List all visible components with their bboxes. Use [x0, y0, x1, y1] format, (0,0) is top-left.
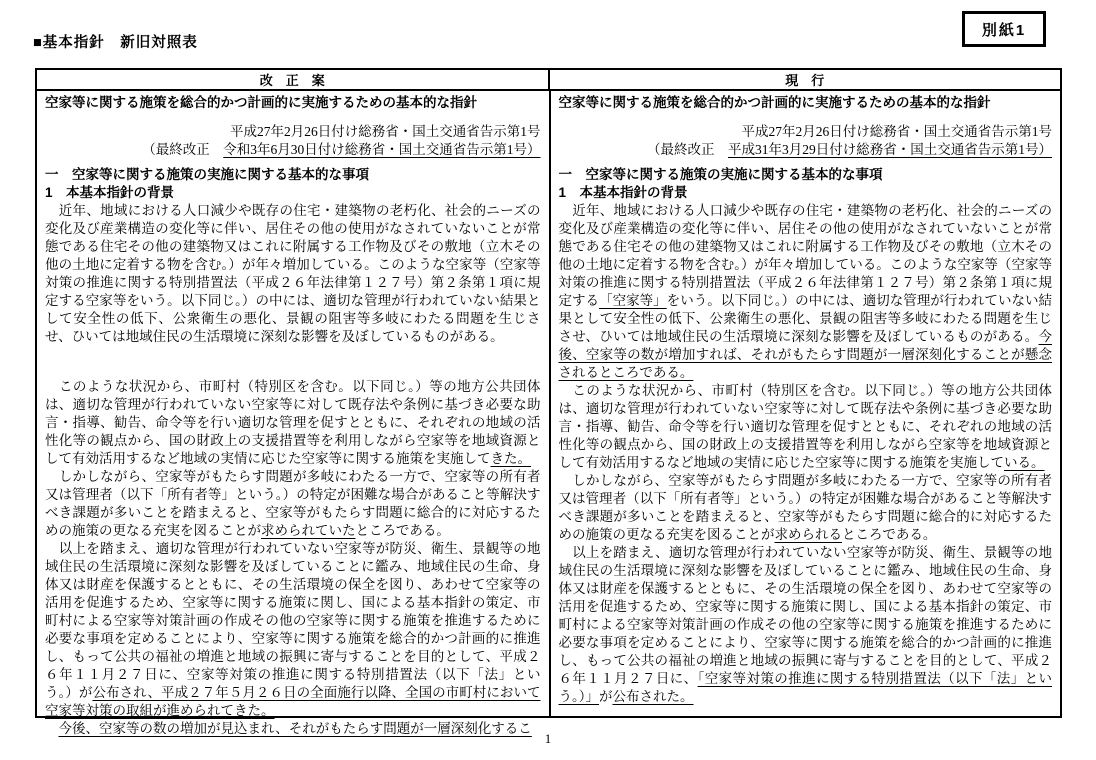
para-line	[45, 378, 541, 468]
blank-space	[45, 112, 541, 123]
blank-space	[559, 112, 1053, 123]
text-segment: 近年、地域における人口減少や既存の住宅・建築物の老朽化、社会的ニーズの変化及び産業構造の変化等に伴い、居住その他の使用がなされていないことが常態である住宅その他の建築物又はこれに附属する工作物及びその敷地（立木その他の土地に定着する物を含む。）が年々増加している。このような空家等（空家等対策の推進に関する特別措置法（平成２６年法律第１２７号）第２条第１項に規定する	[558, 203, 1052, 308]
para-line	[559, 472, 1053, 544]
revision-underlined-text: 平成31年3月29日付け総務省・国土交通省告示第1号）	[728, 142, 1052, 157]
blank-space	[559, 159, 1053, 166]
revision-underlined-text: 令和3年6月30日付け総務省・国土交通省告示第1号）	[223, 142, 541, 157]
para-line	[45, 540, 541, 720]
column-header-current: 現 行	[548, 70, 1061, 89]
text-segment: 一 空家等に関する施策の実施に関する基本的な事項	[45, 167, 369, 182]
text-segment: ところである。	[355, 523, 450, 538]
text-segment: ところである。	[842, 527, 937, 542]
text-segment: が	[599, 689, 613, 704]
revised-draft-column	[37, 91, 549, 736]
current-version-column	[549, 91, 1061, 716]
title-line	[45, 94, 541, 112]
text-segment: 空家等に関する施策を総合的かつ計画的に実施するための基本的な指針	[558, 95, 991, 110]
document-title: ■基本指針 新旧対照表	[33, 35, 198, 51]
para-line	[45, 202, 541, 346]
blank-space	[45, 159, 541, 166]
blank-space	[45, 346, 541, 378]
text-segment: 1 本基本指針の背景	[45, 185, 175, 200]
comparison-table	[35, 68, 1062, 736]
text-segment: 近年、地域における人口減少や既存の住宅・建築物の老朽化、社会的ニーズの変化及び産業構造の変化等に伴い、居住その他の使用がなされていないことが常態である住宅その他の建築物又はこれに附属する工作物及びその敷地（立木その他の土地に定着する物を含む。）が年々増加している。このような空家等（空家等対策の推進に関する特別措置法（平成２６年法律第１２７号）第２条第１項に規定する空家等をいう。以下同じ。）の中には、適切な管理が行われていない結果として安全性の低下、公衆衛生の悪化、景観の阻害等多岐にわたる問題を生じさせ、ひいては地域住民の生活環境に深刻な影響を及ぼしているものがある。	[45, 203, 541, 344]
revision-underlined-text: 今後、空家等の数が増加すれば、それがもたらす問題が一層深刻化することが懸念されるところである。	[558, 329, 1052, 380]
text-segment: （最終改正	[647, 142, 728, 157]
page-number: 1	[544, 731, 552, 746]
title-line	[559, 94, 1053, 112]
text-segment: しかしながら、空家等がもたらす問題が多岐にわたる一方で、空家等の所有者又は管理者（以下「所有者等」という。）の特定が困難な場合があること等解決すべき課題が多いことを踏まえると、空家等がもたらす問題に総合的に対応するための施策の更なる充実を図ることが	[558, 473, 1052, 542]
table-body	[37, 91, 1060, 736]
date-line	[559, 123, 1053, 141]
column-header-revised-draft: 改 正 案	[259, 73, 325, 88]
text-segment: をいう。以下同じ。）の中には、適切な管理が行われていない結果として安全性の低下、公衆衛生の悪化、景観の阻害等多岐にわたる問題を生じさせ、ひいては地域住民の生活環境に深刻な影響を及ぼしているものがある。	[558, 293, 1053, 344]
revision-underlined-text: 今後、空家等の数の増加が見込まれ、それがもたらす問題が一層深刻化するこ	[58, 721, 532, 736]
text-segment: しかしながら、空家等がもたらす問題が多岐にわたる一方で、空家等の所有者又は管理者（以下「所有者等」という。）の特定が困難な場合があること等解決すべき課題が多いことを踏まえると、空家等がもたらす問題に総合的に対応するための施策の更なる充実を図ることが	[45, 469, 541, 538]
revision-underlined-text: 「空家等対策の推進に関する特別措置法（以下「法」という。）」	[558, 671, 1053, 704]
revision-underlined-text: 公布された。	[612, 689, 694, 704]
heading-line	[45, 166, 541, 184]
text-segment: 以上を踏まえ、適切な管理が行われていない空家等が防災、衛生、景観等の地域住民の生活環境に深刻な影響を及ぼしていることに鑑み、地域住民の生命、身体又は財産を保護するとともに、その生活環境の保全を図り、あわせて空家等の活用を促進するため、空家等に関する施策に関し、国による基本指針の策定、市町村による空家等対策計画の作成その他の空家等に関する施策を推進するために必要な事項を定めることにより、空家等に関する施策を総合的かつ計画的に推進し、もって公共の福祉の増進と地域の振興に寄与することを目的として、平成２６年１１月２７日に、	[558, 545, 1052, 686]
heading-line	[559, 166, 1053, 184]
revision-underlined-text: 公布され、平成２７年５月２６日の全面施行以降、全国の市町村において空家等対策の取組が進められてきた。	[45, 685, 541, 718]
para-line	[45, 468, 541, 540]
text-segment: 平成27年2月26日付け総務省・国土交通省告示第1号	[230, 124, 541, 139]
revision-underlined-text: きた。	[490, 451, 531, 466]
para-line	[559, 202, 1053, 382]
date-line	[45, 123, 541, 141]
revision-underlined-text: いる。	[1004, 455, 1045, 470]
text-segment: 以上を踏まえ、適切な管理が行われていない空家等が防災、衛生、景観等の地域住民の生活環境に深刻な影響を及ぼしていることに鑑み、地域住民の生命、身体又は財産を保護するとともに、その生活環境の保全を図り、あわせて空家等の活用を促進するため、空家等に関する施策に関し、国による基本指針の策定、市町村による空家等対策計画の作成その他の空家等に関する施策を推進するために必要な事項を定めることにより、空家等に関する施策を総合的かつ計画的に推進し、もって公共の福祉の増進と地域の振興に寄与することを目的として、平成２６年１１月２７日に、空家等対策の推進に関する特別措置法（以下「法」という。）が	[45, 541, 541, 700]
revision-underlined-text: 「空家等」	[599, 293, 667, 308]
text-segment: 一 空家等に関する施策の実施に関する基本的な事項	[558, 167, 883, 182]
text-segment: 空家等に関する施策を総合的かつ計画的に実施するための基本的な指針	[45, 95, 477, 110]
text-segment: 平成27年2月26日付け総務省・国土交通省告示第1号	[741, 124, 1052, 139]
heading-line	[45, 184, 541, 202]
revision-underlined-text: 求められていた	[261, 523, 356, 538]
text-segment: （最終改正	[142, 142, 224, 157]
para-line	[559, 544, 1053, 706]
para-line	[559, 382, 1053, 472]
text-segment: このような状況から、市町村（特別区を含む。以下同じ。）等の地方公共団体は、適切な管理が行われていない空家等に対して既存法や条例に基づき必要な助言・指導、勧告、命令等を行い適切な管理を促すとともに、それぞれの地域の活性化等の観点から、国の財政上の支援措置等を利用しながら空家等を地域資源として有効活用するなど地域の実情に応じた空家等に関する施策を実施して	[558, 383, 1052, 470]
revision-underlined-text: 求められる	[774, 527, 842, 542]
text-segment: このような状況から、市町村（特別区を含む。以下同じ。）等の地方公共団体は、適切な管理が行われていない空家等に対して既存法や条例に基づき必要な助言・指導、勧告、命令等を行い適切な管理を促すとともに、それぞれの地域の活性化等の観点から、国の財政上の支援措置等を利用しながら空家等を地域資源として有効活用するなど地域の実情に応じた空家等に関する施策を実施して	[45, 379, 541, 466]
date-line	[45, 141, 541, 159]
date-line	[559, 141, 1053, 159]
text-segment: 1 本基本指針の背景	[558, 185, 688, 200]
attachment-label-badge: 別紙1	[962, 11, 1046, 47]
heading-line	[559, 184, 1053, 202]
table-header-row	[37, 70, 1060, 91]
